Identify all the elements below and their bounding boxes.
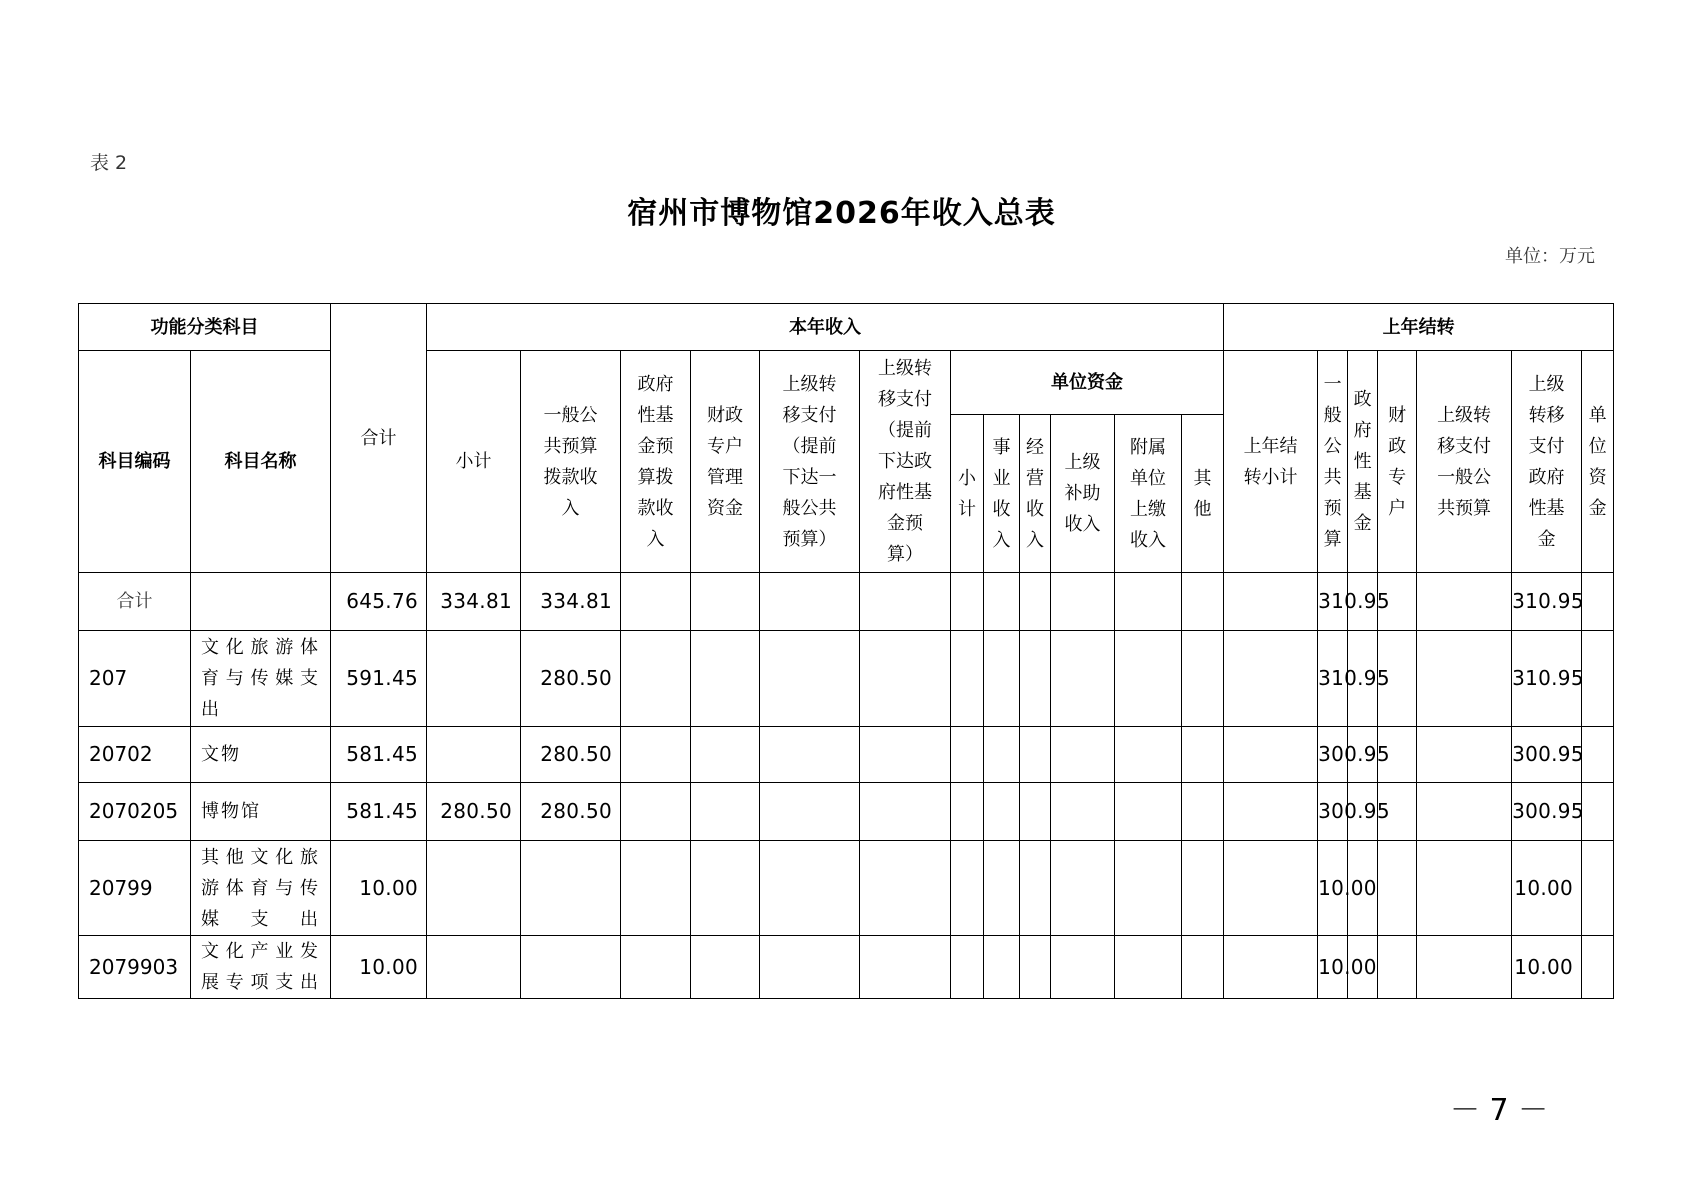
- header-co-general-text: 一般公共预算: [1323, 373, 1342, 550]
- row-cy-general-budget: 280.50: [521, 631, 621, 727]
- header-co-general: [1318, 351, 1348, 573]
- header-name: 科目名称: [191, 351, 331, 573]
- row-co-subtotal: 300.95: [1318, 727, 1348, 783]
- header-uf-subtotal-text: 小计: [958, 467, 976, 520]
- row-name: 博物馆: [191, 783, 331, 841]
- row-code: 20702: [79, 727, 191, 783]
- header-cy-transfer-fund: [860, 351, 951, 573]
- row-total: 581.45: [331, 783, 427, 841]
- header-uf-affiliated: [1115, 415, 1182, 573]
- row-total: 10.00: [331, 841, 427, 936]
- header-co-transfer-fund-text: 上级转移支付政府性基金: [1528, 373, 1565, 550]
- row-cy-general-budget: 334.81: [521, 573, 621, 631]
- header-code: 科目编码: [79, 351, 191, 573]
- row-co-transfer-general: 300.95: [1512, 783, 1582, 841]
- row-total: 581.45: [331, 727, 427, 783]
- table-row: [79, 841, 1614, 936]
- header-cy-gov-fund: [621, 351, 691, 573]
- row-co-transfer-general: 310.95: [1512, 631, 1582, 727]
- header-cy-transfer-general-text: 上级转移支付（提前下达一般公共预算）: [782, 373, 837, 550]
- row-cy-subtotal: [427, 631, 521, 727]
- header-cy-general-budget-text: 一般公共预算拨款收入: [543, 404, 598, 519]
- header-current-year: 本年收入: [427, 304, 1224, 351]
- row-name: 文化旅游体育与传媒支出: [191, 631, 331, 727]
- header-cy-transfer-fund-text: 上级转移支付（提前下达政府性基金预算）: [878, 358, 932, 565]
- row-cy-subtotal: [427, 936, 521, 999]
- row-co-transfer-general: 310.95: [1512, 573, 1582, 631]
- row-co-transfer-general: 10.00: [1512, 841, 1582, 936]
- table-row: [79, 631, 1614, 727]
- unit-label: 单位：万元: [1505, 246, 1595, 267]
- header-co-gov-fund: [1348, 351, 1378, 573]
- revenue-table: [78, 303, 1614, 999]
- row-code: 合计: [79, 573, 191, 631]
- row-name: 文物: [191, 727, 331, 783]
- page-number: － 7 －: [1450, 1093, 1549, 1128]
- header-cy-special: [691, 351, 760, 573]
- header-unit-funds: 单位资金: [951, 351, 1224, 415]
- row-cy-general-budget: 280.50: [521, 727, 621, 783]
- header-cy-special-text: 财政专户管理资金: [707, 404, 743, 519]
- table-row: [79, 727, 1614, 783]
- row-co-subtotal: 310.95: [1318, 573, 1348, 631]
- header-uf-subtotal: [951, 415, 984, 573]
- header-uf-operating-text: 经营收入: [1026, 436, 1044, 551]
- header-total: 合计: [331, 304, 427, 573]
- row-co-transfer-general: 10.00: [1512, 936, 1582, 999]
- row-cy-general-budget: 280.50: [521, 783, 621, 841]
- row-code: 2070205: [79, 783, 191, 841]
- header-cy-transfer-general: [760, 351, 860, 573]
- row-code: 2079903: [79, 936, 191, 999]
- row-co-subtotal: 10.00: [1318, 841, 1348, 936]
- row-name: 文化产业发展专项支出: [191, 936, 331, 999]
- row-co-subtotal: 10.00: [1318, 936, 1348, 999]
- row-total: 10.00: [331, 936, 427, 999]
- header-co-subtotal: [1224, 351, 1318, 573]
- table-row: [79, 783, 1614, 841]
- header-co-gov-fund-text: 政府性基金: [1353, 389, 1372, 534]
- header-uf-other: [1182, 415, 1224, 573]
- header-co-special-text: 财政专户: [1388, 404, 1407, 519]
- row-cy-subtotal: 334.81: [427, 573, 521, 631]
- header-co-subtotal-text: 上年结转小计: [1243, 435, 1298, 488]
- row-cy-subtotal: [427, 727, 521, 783]
- header-co-special: [1378, 351, 1417, 573]
- row-name: [191, 573, 331, 631]
- row-co-transfer-general: 300.95: [1512, 727, 1582, 783]
- table-row: [79, 573, 1614, 631]
- row-cy-general-budget: [521, 936, 621, 999]
- row-total: 645.76: [331, 573, 427, 631]
- header-cy-gov-fund-text: 政府性基金预算拨款收入: [637, 373, 674, 550]
- page-title: 宿州市博物馆2026年收入总表: [627, 196, 1056, 231]
- row-code: 207: [79, 631, 191, 727]
- header-uf-subsidy-text: 上级补助收入: [1064, 452, 1101, 535]
- table-label: 表 2: [90, 152, 128, 174]
- header-co-transfer-fund: [1512, 351, 1582, 573]
- header-co-transfer-general-text: 上级转移支付一般公共预算: [1437, 404, 1492, 519]
- header-co-unit-funds-text: 单位资金: [1588, 404, 1607, 519]
- row-name: 其他文化旅游体育与传媒支出: [191, 841, 331, 936]
- header-co-transfer-general: [1417, 351, 1512, 573]
- header-uf-other-text: 其他: [1193, 467, 1212, 520]
- row-cy-subtotal: 280.50: [427, 783, 521, 841]
- header-uf-business: [984, 415, 1020, 573]
- header-carryover: 上年结转: [1224, 304, 1614, 351]
- row-co-subtotal: 310.95: [1318, 631, 1348, 727]
- row-total: 591.45: [331, 631, 427, 727]
- header-cy-subtotal: 小计: [427, 351, 521, 573]
- row-co-subtotal: 300.95: [1318, 783, 1348, 841]
- row-cy-general-budget: [521, 841, 621, 936]
- header-uf-affiliated-text: 附属单位上缴收入: [1130, 436, 1166, 551]
- header-co-unit-funds: [1582, 351, 1614, 573]
- header-cy-general-budget: [521, 351, 621, 573]
- header-uf-subsidy: [1051, 415, 1115, 573]
- row-cy-subtotal: [427, 841, 521, 936]
- header-func-class: 功能分类科目: [79, 304, 331, 351]
- table-row: [79, 936, 1614, 999]
- row-code: 20799: [79, 841, 191, 936]
- header-uf-operating: [1020, 415, 1051, 573]
- header-uf-business-text: 事业收入: [992, 436, 1011, 551]
